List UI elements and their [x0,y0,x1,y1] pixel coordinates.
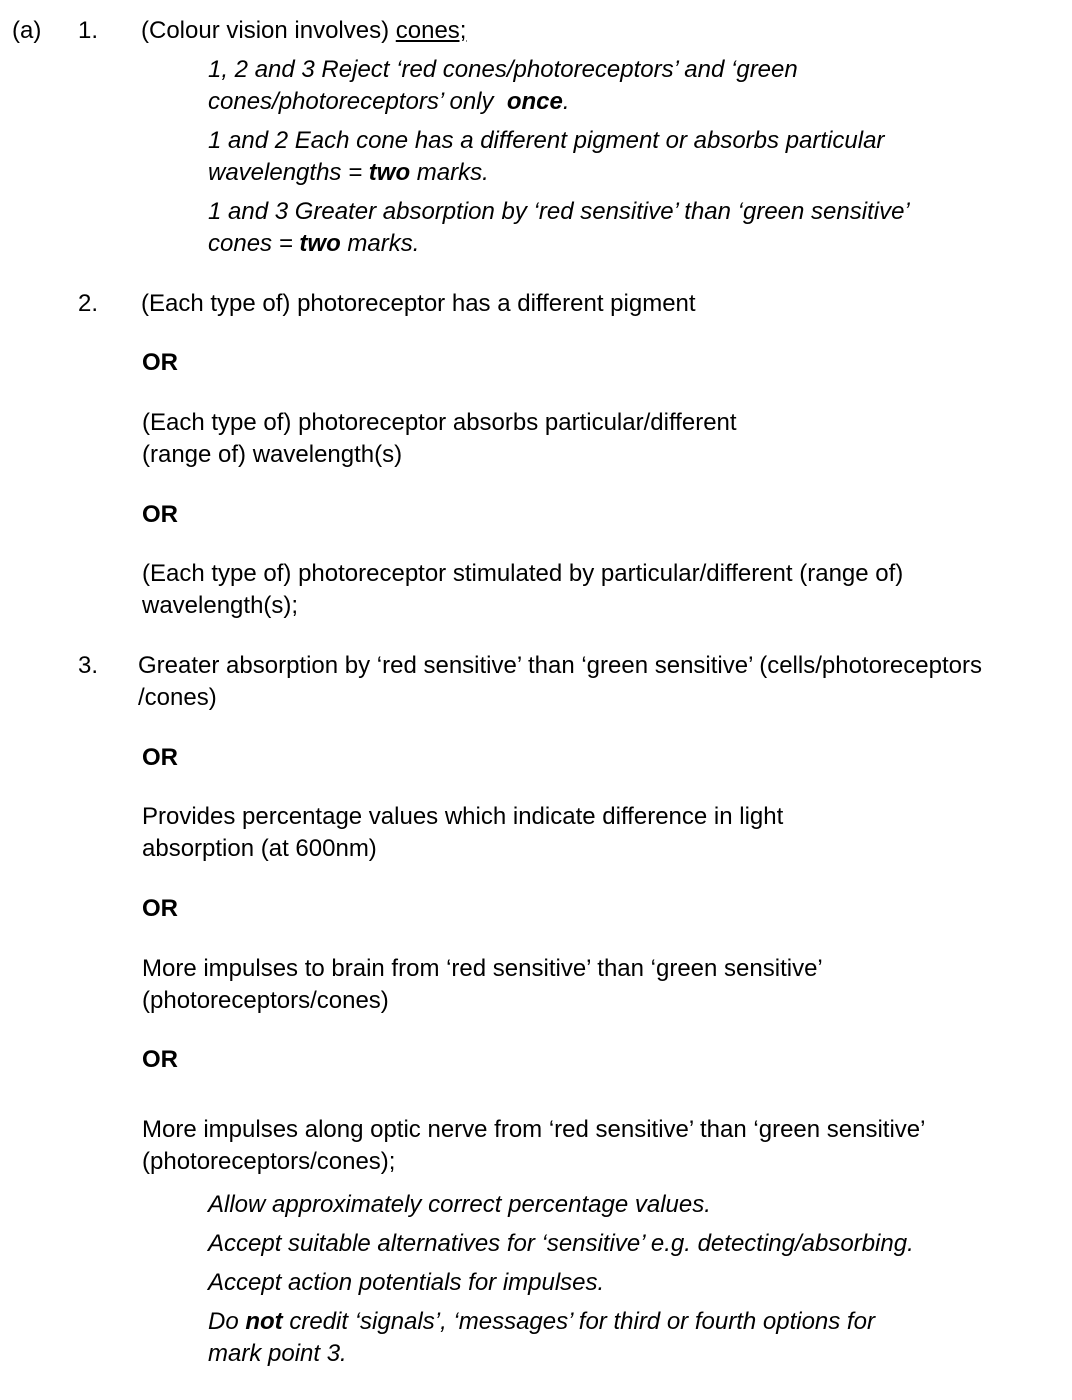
part-label: (a) [12,17,42,44]
alt-line: (range of) wavelength(s) [142,441,403,468]
or-label: OR [142,349,178,376]
point-1-lead: (Colour vision involves) [141,17,396,44]
alt-line: wavelength(s); [142,592,299,619]
note-line: Accept action potentials for impulses. [208,1269,605,1296]
point-1-note-3 [208,196,1028,260]
point-3-alt-3 [142,953,1012,1017]
point-3-notes [208,1185,1028,1370]
alt-line: (photoreceptors/cones) [142,987,389,1014]
note-line: 1 and 2 Each cone has a different pigment or absorbs particular [208,127,885,154]
alt-line: (photoreceptors/cones); [142,1148,396,1175]
point-2-alt-1: (Each type of) photoreceptor has a different pigment [141,290,696,317]
point-1-text [141,15,466,47]
point-2-alt-3 [142,558,1012,622]
point-3-alt-2 [142,801,1012,865]
note-line: Accept suitable alternatives for ‘sensitive’ e.g. detecting/absorbing. [208,1230,914,1257]
or-label: OR [142,1046,178,1073]
note-line [208,86,1028,118]
note-text: cones = [208,230,300,257]
point-1-note-1 [208,54,1028,118]
point-3-number: 3. [78,652,99,679]
point-2-number: 2. [78,290,99,317]
note-text: credit ‘signals’, ‘messages’ for third or fourth options for [282,1308,875,1335]
point-3-alt-4 [142,1114,1012,1178]
note-emphasis: two [299,230,341,257]
note-line [208,1306,1028,1338]
or-label: OR [142,744,178,771]
note-line [208,228,1028,260]
note-line: mark point 3. [208,1340,347,1367]
point-1-number: 1. [78,17,99,44]
note-line [208,157,1028,189]
alt-line: Greater absorption by ‘red sensitive’ than ‘green sensitive’ (cells/photoreceptors [138,652,982,679]
alt-line: More impulses to brain from ‘red sensitive’ than ‘green sensitive’ [142,955,823,982]
note-emphasis: once [506,88,563,115]
alt-line: absorption (at 600nm) [142,835,377,862]
point-3-alt-1 [138,650,1058,714]
point-1-key: cones; [395,17,467,44]
point-1-note-2 [208,125,1028,189]
note-text: marks. [410,159,489,186]
note-text: wavelengths = [208,159,369,186]
alt-line: (Each type of) photoreceptor absorbs particular/different [142,409,737,436]
note-line: Allow approximately correct percentage values. [208,1191,711,1218]
or-label: OR [142,501,178,528]
alt-line: (Each type of) photoreceptor stimulated by particular/different (range of) [142,560,904,587]
note-text: . [562,88,570,115]
note-emphasis: not [245,1308,283,1335]
alt-line: More impulses along optic nerve from ‘red sensitive’ than ‘green sensitive’ [142,1116,926,1143]
note-text: cones/photoreceptors’ only [208,88,507,115]
note-text: marks. [340,230,420,257]
alt-line: Provides percentage values which indicate difference in light [142,803,784,830]
note-line: 1 and 3 Greater absorption by ‘red sensitive’ than ‘green sensitive’ [208,198,910,225]
note-text: Do [208,1308,246,1335]
point-2-alt-2 [142,407,1012,471]
or-label: OR [142,895,178,922]
note-line: 1, 2 and 3 Reject ‘red cones/photoreceptors’ and ‘green [208,56,798,83]
note-emphasis: two [368,159,411,186]
alt-line: /cones) [138,684,217,711]
